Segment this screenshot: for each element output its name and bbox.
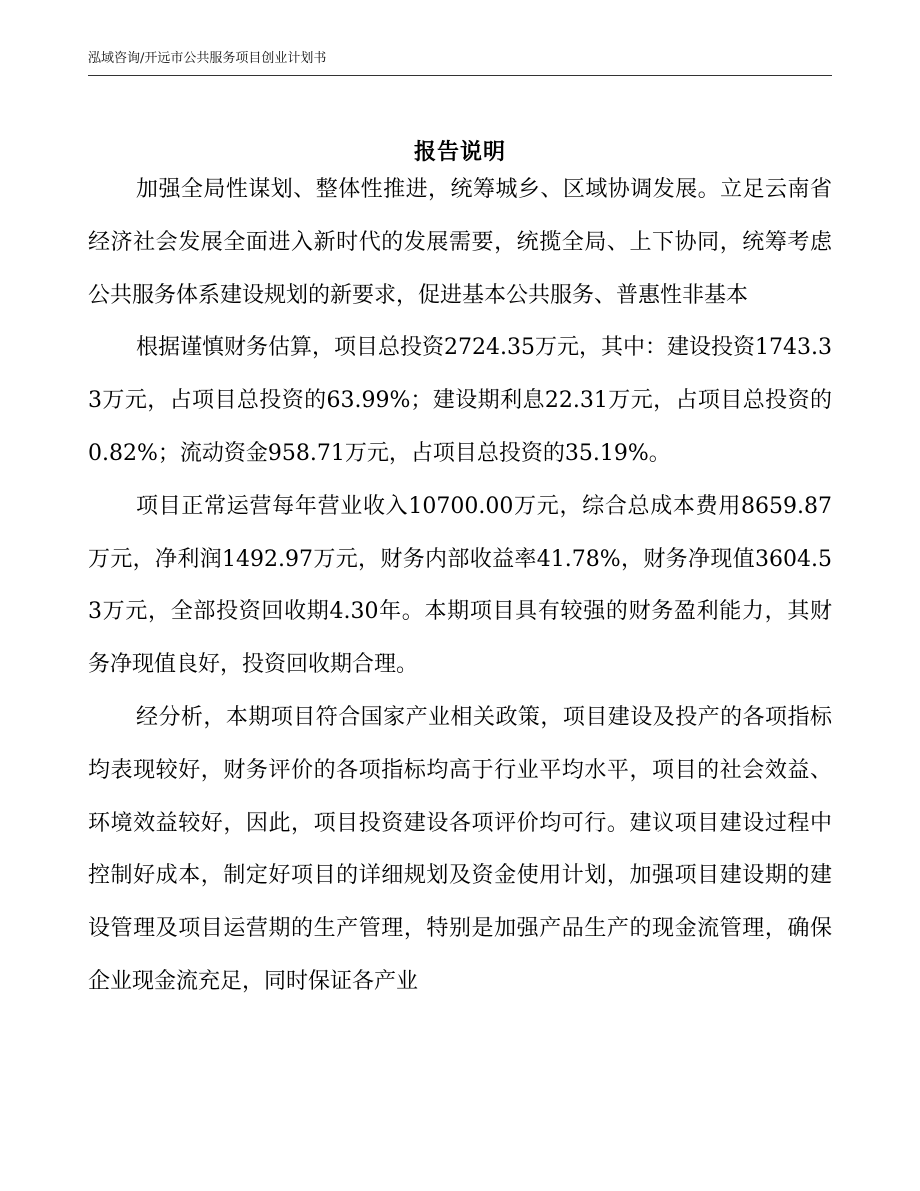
- paragraph-investment: 根据谨慎财务估算，项目总投资2724.35万元，其中：建设投资1743.33万元，占项目总投资的63.99%；建设期利息22.31万元，占项目总投资的0.82%；流动资金958.71万元，占项目总投资的35.19%。: [88, 335, 832, 466]
- paragraph-revenue: 项目正常运营每年营业收入10700.00万元，综合总成本费用8659.87万元，净利润1492.97万元，财务内部收益率41.78%，财务净现值3604.53万元，全部投资回收期4.30年。本期项目具有较强的财务盈利能力，其财务净现值良好，投资回收期合理。: [88, 493, 832, 678]
- paragraph-overview: 加强全局性谋划、整体性推进，统筹城乡、区域协调发展。立足云南省经济社会发展全面进入新时代的发展需要，统揽全局、上下协同，统筹考虑公共服务体系建设规划的新要求，促进基本公共服务、普惠性非基本: [88, 177, 832, 308]
- paragraph-conclusion: 经分析，本期项目符合国家产业相关政策，项目建设及投产的各项指标均表现较好，财务评价的各项指标均高于行业平均水平，项目的社会效益、环境效益较好，因此，项目投资建设各项评价均可行。建议项目建设过程中控制好成本，制定好项目的详细规划及资金使用计划，加强项目建设期的建设管理及项目运营期的生产管理，特别是加强产品生产的现金流管理，确保企业现金流充足，同时保证各产业: [88, 704, 832, 994]
- page-title: 报告说明: [413, 138, 506, 165]
- running-header: 泓域咨询/开远市公共服务项目创业计划书: [88, 51, 327, 66]
- report-body: [88, 164, 832, 1009]
- header-divider: [88, 75, 832, 76]
